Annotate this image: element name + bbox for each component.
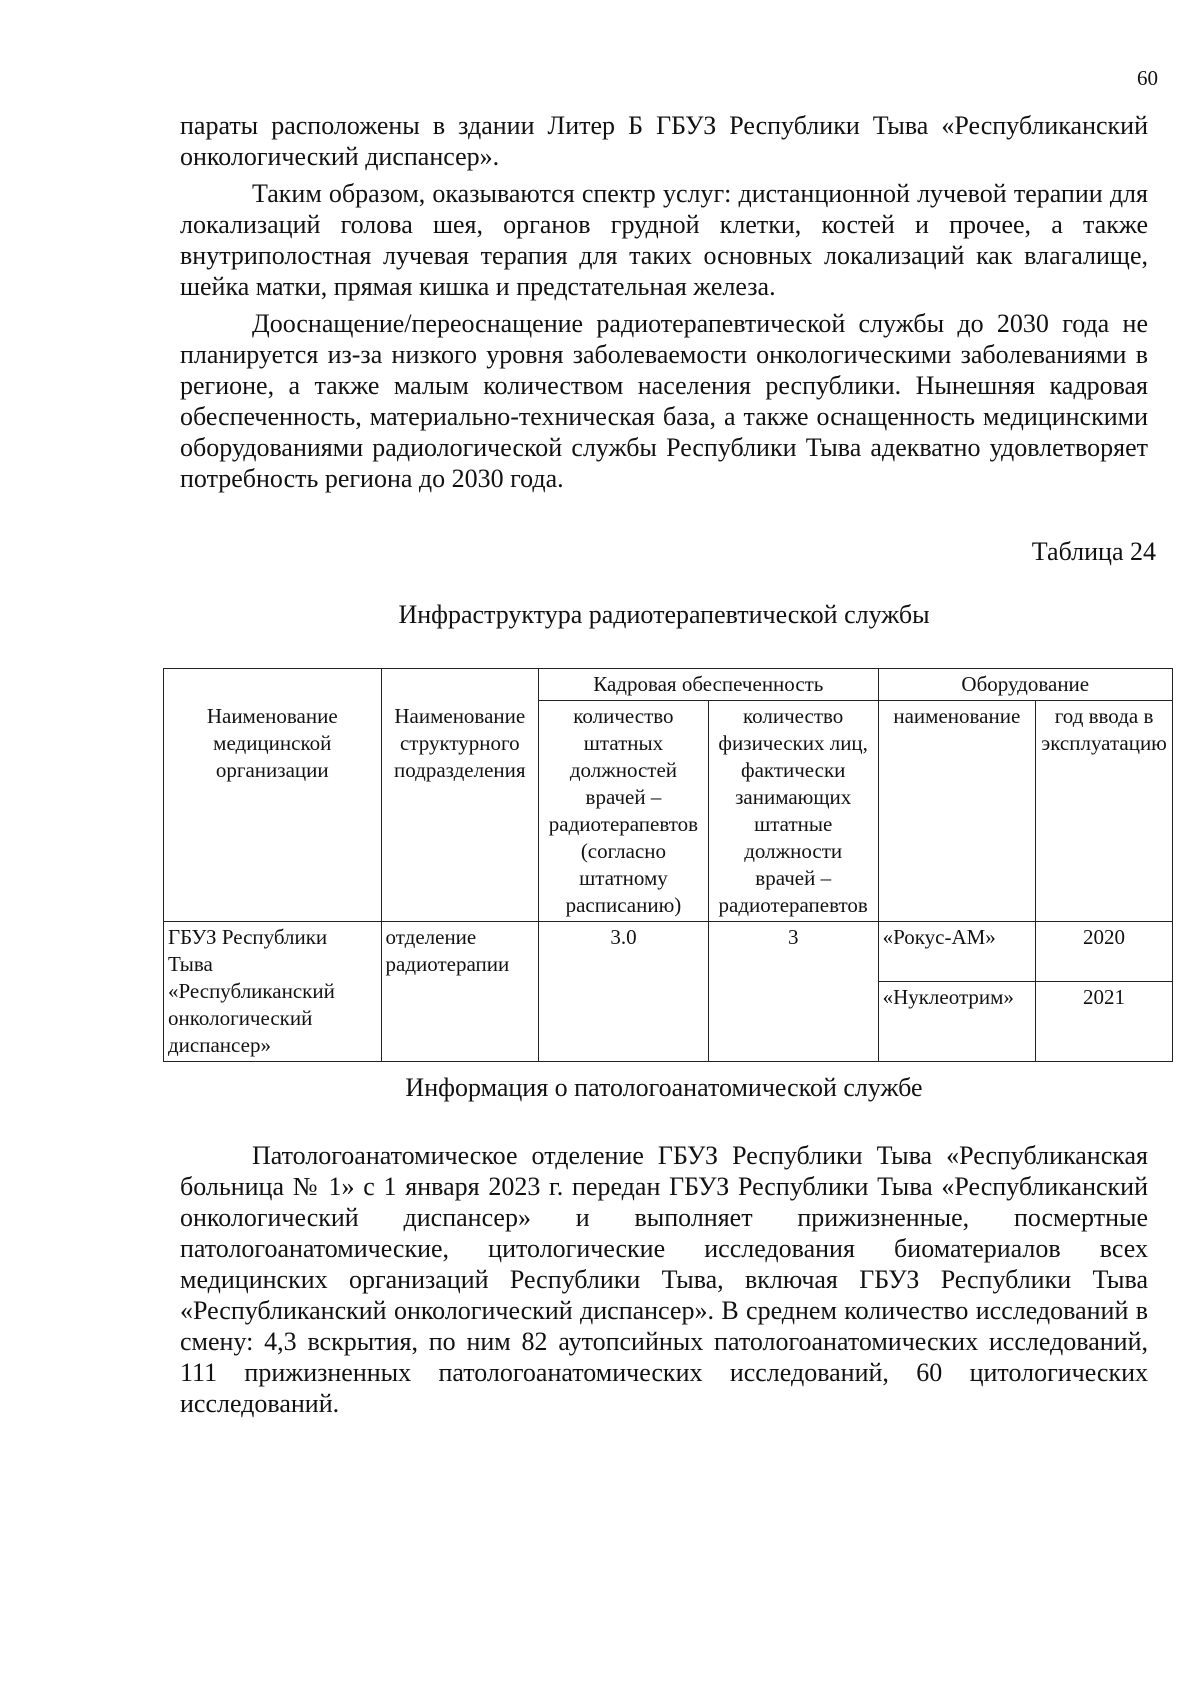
header-division-name: Наименование структурного подразделения bbox=[381, 701, 539, 922]
section-title: Информация о патологоанатомической службе bbox=[405, 1073, 923, 1102]
table-row bbox=[164, 922, 1173, 982]
header-org-name-top bbox=[164, 669, 382, 701]
header-commission-year: год ввода в эксплуатацию bbox=[1036, 701, 1173, 922]
cell-organization: ГБУЗ Республики Тыва «Республиканский онкологический диспансер» bbox=[164, 922, 382, 1062]
cell-physical-persons: 3 bbox=[708, 922, 878, 1062]
infrastructure-table bbox=[163, 668, 1173, 1062]
cell-staff-positions: 3.0 bbox=[539, 922, 709, 1062]
header-equipment-name: наименование bbox=[878, 701, 1036, 922]
cell-equipment-name-2: «Нуклеотрим» bbox=[878, 982, 1036, 1062]
header-staff-positions: количество штатных должностей врачей – радиотерапевтов (согласно штатному расписанию) bbox=[539, 701, 709, 922]
table-number: Таблица 24 bbox=[1031, 537, 1156, 566]
cell-equipment-name-1: «Рокус-АМ» bbox=[878, 922, 1036, 982]
paragraph-2: Таким образом, оказываются спектр услуг: дистанционной лучевой терапии для локализаций голова шея, органов грудной клетки, костей и прочее, а также внутриполостная лучевая терапия для таких основных локализаций как влагалище, шейка матки, прямая кишка и предстательная железа. bbox=[180, 179, 1148, 301]
header-equipment-group: Оборудование bbox=[878, 669, 1172, 701]
paragraph-4: Патологоанатомическое отделение ГБУЗ Республики Тыва «Республиканская больница № 1» с 1 января 2023 г. передан ГБУЗ Республики Тыва «Республиканский онкологический диспансер» и выполняет прижизненные, посмертные патологоанатомические, цитологические исследования биоматериалов всех медицинских организаций Республики Тыва, включая ГБУЗ Республики Тыва «Республиканский онкологический диспансер». В среднем количество исследований в смену: 4,3 вскрытия, по ним 82 аутопсийных патологоанатомических исследований, 111 прижизненных патологоанатомических исследований, 60 цитологических исследований. bbox=[180, 1141, 1148, 1418]
paragraph-3: Дооснащение/переоснащение радиотерапевтической службы до 2030 года не планируется из-за низкого уровня заболеваемости онкологическими заболеваниями в регионе, а также малым количеством населения республики. Нынешняя кадровая обеспеченность, материально-техническая база, а также оснащенность медицинскими оборудованиями радиологической службы Республики Тыва адекватно удовлетворяет потребность региона до 2030 года. bbox=[180, 309, 1148, 493]
paragraph-1: параты расположены в здании Литер Б ГБУЗ Республики Тыва «Республиканский онкологический диспансер». bbox=[180, 111, 1148, 171]
header-division-name-top bbox=[381, 669, 539, 701]
cell-division: отделение радиотерапии bbox=[381, 922, 539, 1062]
table-header-row bbox=[164, 669, 1173, 701]
header-org-name: Наименование медицинской организации bbox=[164, 701, 382, 922]
cell-commission-year-2: 2021 bbox=[1036, 982, 1173, 1062]
cell-commission-year-1: 2020 bbox=[1036, 922, 1173, 982]
table-subheader-row bbox=[164, 701, 1173, 922]
table-title: Инфраструктура радиотерапевтической службы bbox=[398, 600, 930, 629]
page-number: 60 bbox=[1137, 66, 1158, 90]
header-staffing-group: Кадровая обеспеченность bbox=[539, 669, 879, 701]
header-physical-persons: количество физических лиц, фактически занимающих штатные должности врачей – радиотерапевтов bbox=[708, 701, 878, 922]
